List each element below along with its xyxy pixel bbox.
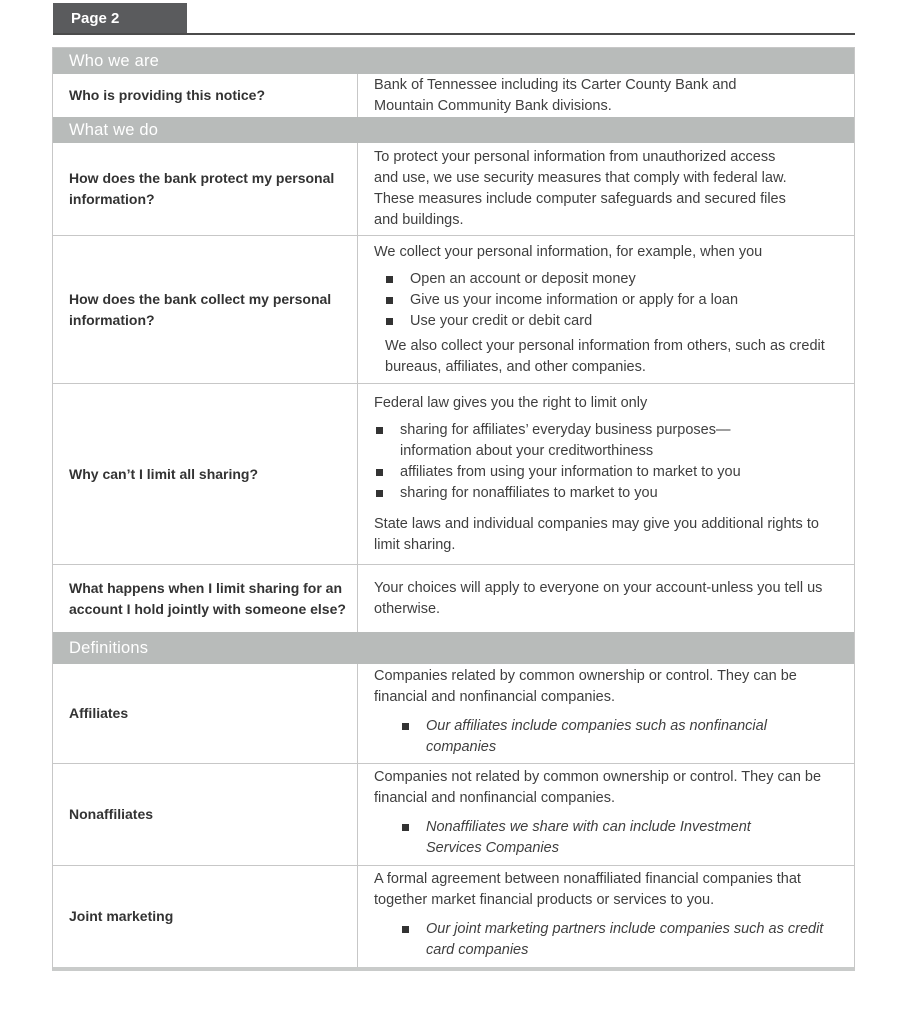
list-item: sharing for affiliates’ everyday business purposes—information about your creditworthiness: [374, 420, 774, 462]
question: How does the bank collect my personal information?: [53, 236, 358, 383]
definition-text: Companies related by common ownership or control. They can be financial and nonfinancial companies.: [374, 667, 797, 705]
section-header-definitions: Definitions: [53, 632, 854, 664]
row-who-provides: [53, 74, 854, 117]
definition: [358, 764, 854, 865]
list-item: Use your credit or debit card: [384, 311, 842, 332]
limit-list: [374, 420, 774, 504]
answer: [358, 236, 854, 383]
answer: [358, 565, 854, 632]
term: Nonaffiliates: [53, 764, 358, 865]
page-label: Page 2: [53, 3, 187, 33]
definition-text: A formal agreement between nonaffiliated financial companies that together market financial products or services to you.: [374, 870, 801, 908]
definition-text: Companies not related by common ownership or control. They can be financial and nonfinancial companies.: [374, 768, 822, 806]
answer-intro: Federal law gives you the right to limit only: [374, 394, 648, 411]
list-item: sharing for nonaffiliates to market to you: [374, 483, 774, 504]
list-item: affiliates from using your information to market to you: [374, 462, 774, 483]
term: Affiliates: [53, 664, 358, 763]
example-list: [400, 716, 800, 758]
answer-text: To protect your personal information from unauthorized access and use, we use security measures that comply with federal law. These measures include computer safeguards and secured files and buildings.: [374, 149, 787, 228]
definition: [358, 866, 854, 967]
example-list: [400, 919, 830, 961]
list-item: Our affiliates include companies such as nonfinancial companies: [400, 716, 800, 758]
answer: [358, 143, 854, 235]
row-protect: [53, 143, 854, 235]
question: What happens when I limit sharing for an account I hold jointly with someone else?: [53, 565, 358, 632]
answer: [358, 384, 854, 564]
question: Who is providing this notice?: [53, 74, 358, 117]
list-item: Give us your income information or apply for a loan: [384, 290, 842, 311]
answer-text: Bank of Tennessee including its Carter County Bank and Mountain Community Bank divisions.: [374, 76, 737, 114]
privacy-table: [52, 47, 855, 971]
term: Joint marketing: [53, 866, 358, 967]
row-affiliates: [53, 664, 854, 763]
section-header-who-we-are: Who we are: [53, 48, 854, 74]
row-joint-account: [53, 564, 854, 632]
row-collect: [53, 235, 854, 383]
list-item: Our joint marketing partners include companies such as credit card companies: [400, 919, 830, 961]
definition: [358, 664, 854, 763]
answer: [358, 74, 854, 117]
question: Why can’t I limit all sharing?: [53, 384, 358, 564]
question: How does the bank protect my personal information?: [53, 143, 358, 235]
example-list: [400, 817, 810, 859]
row-joint-marketing: [53, 865, 854, 967]
list-item: Open an account or deposit money: [384, 269, 842, 290]
row-nonaffiliates: [53, 763, 854, 865]
row-limit: [53, 383, 854, 564]
top-rule: [53, 33, 855, 35]
answer-outro: We also collect your personal information from others, such as credit bureaus, affiliates, and other companies.: [385, 337, 825, 375]
answer-intro: We collect your personal information, for example, when you: [374, 243, 763, 260]
list-item: Nonaffiliates we share with can include Investment Services Companies: [400, 817, 810, 859]
section-header-what-we-do: What we do: [53, 117, 854, 143]
answer-outro: State laws and individual companies may give you additional rights to limit sharing.: [374, 515, 819, 553]
collect-list: [384, 269, 842, 332]
answer-text: Your choices will apply to everyone on your account-unless you tell us otherwise.: [374, 579, 823, 617]
